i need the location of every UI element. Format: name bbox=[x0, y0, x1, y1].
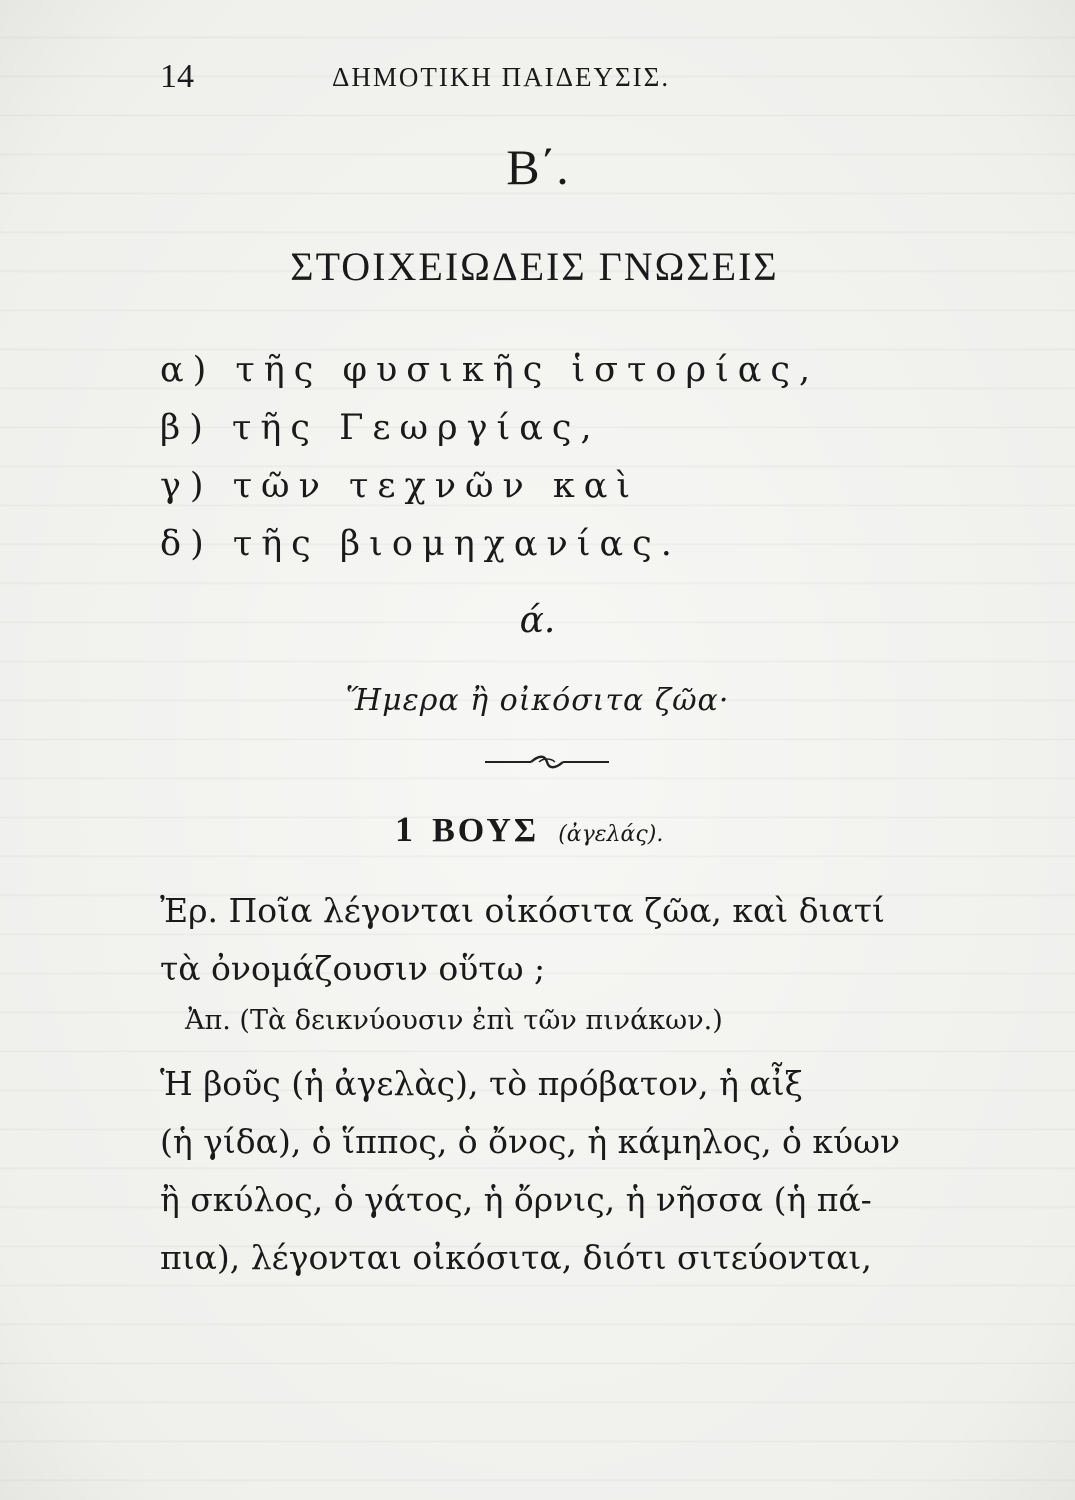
chapter-number: ά. bbox=[519, 600, 556, 641]
paragraph-line: πια), λέγονται οἰκόσιτα, διότι σιτεύονται, bbox=[160, 1238, 872, 1277]
answer-note: Ἀπ. (Τὰ δεικνύουσιν ἐπὶ τῶν πινάκων.) bbox=[185, 1005, 723, 1036]
question-line: Ἐρ. Ποῖα λέγονται οἰκόσιτα ζῶα, καὶ διατί bbox=[160, 891, 886, 930]
paragraph-line: ἢ σκύλος, ὁ γάτος, ἡ ὄρνις, ἡ νῆσσα (ἡ πά- bbox=[160, 1180, 872, 1219]
running-head bbox=[160, 58, 960, 98]
paragraph-line: Ἡ βοῦς (ἡ ἀγελὰς), τὸ πρόβατον, ἡ αἶξ bbox=[160, 1064, 803, 1103]
chapter-title: Ἥμερα ἢ οἰκόσιτα ζῶα· bbox=[345, 683, 730, 718]
topic-item: α) τῆς φυσικῆς ἱστορίας, bbox=[160, 350, 820, 390]
lesson-title: ΒΟΥΣ bbox=[432, 812, 540, 849]
running-title: ΔΗΜΟΤΙΚΗ ΠΑΙΔΕΥΣΙΣ. bbox=[332, 62, 671, 92]
page-number: 14 bbox=[160, 58, 194, 95]
part-label: Β΄. bbox=[506, 139, 569, 195]
lesson-heading bbox=[395, 808, 895, 850]
lesson-number: 1 bbox=[395, 809, 413, 849]
body-paragraph bbox=[160, 1055, 950, 1287]
topic-item: β) τῆς Γεωργίας, bbox=[160, 408, 601, 448]
topic-item: δ) τῆς βιομηχανίας. bbox=[160, 524, 681, 564]
question-line: τὰ ὀνομάζουσιν οὕτω ; bbox=[160, 949, 546, 988]
topic-list bbox=[160, 350, 880, 582]
lesson-subtitle: (ἀγελάς). bbox=[558, 822, 664, 847]
ornament-divider bbox=[483, 752, 611, 772]
topic-item: γ) τῶν τεχνῶν καὶ bbox=[160, 466, 640, 506]
paragraph-line: (ἡ γίδα), ὁ ἵππος, ὁ ὄνος, ἡ κάμηλος, ὁ κύων bbox=[160, 1122, 901, 1161]
section-heading: ΣΤΟΙΧΕΙΩΔΕΙΣ ΓΝΩΣΕΙΣ bbox=[290, 244, 779, 289]
